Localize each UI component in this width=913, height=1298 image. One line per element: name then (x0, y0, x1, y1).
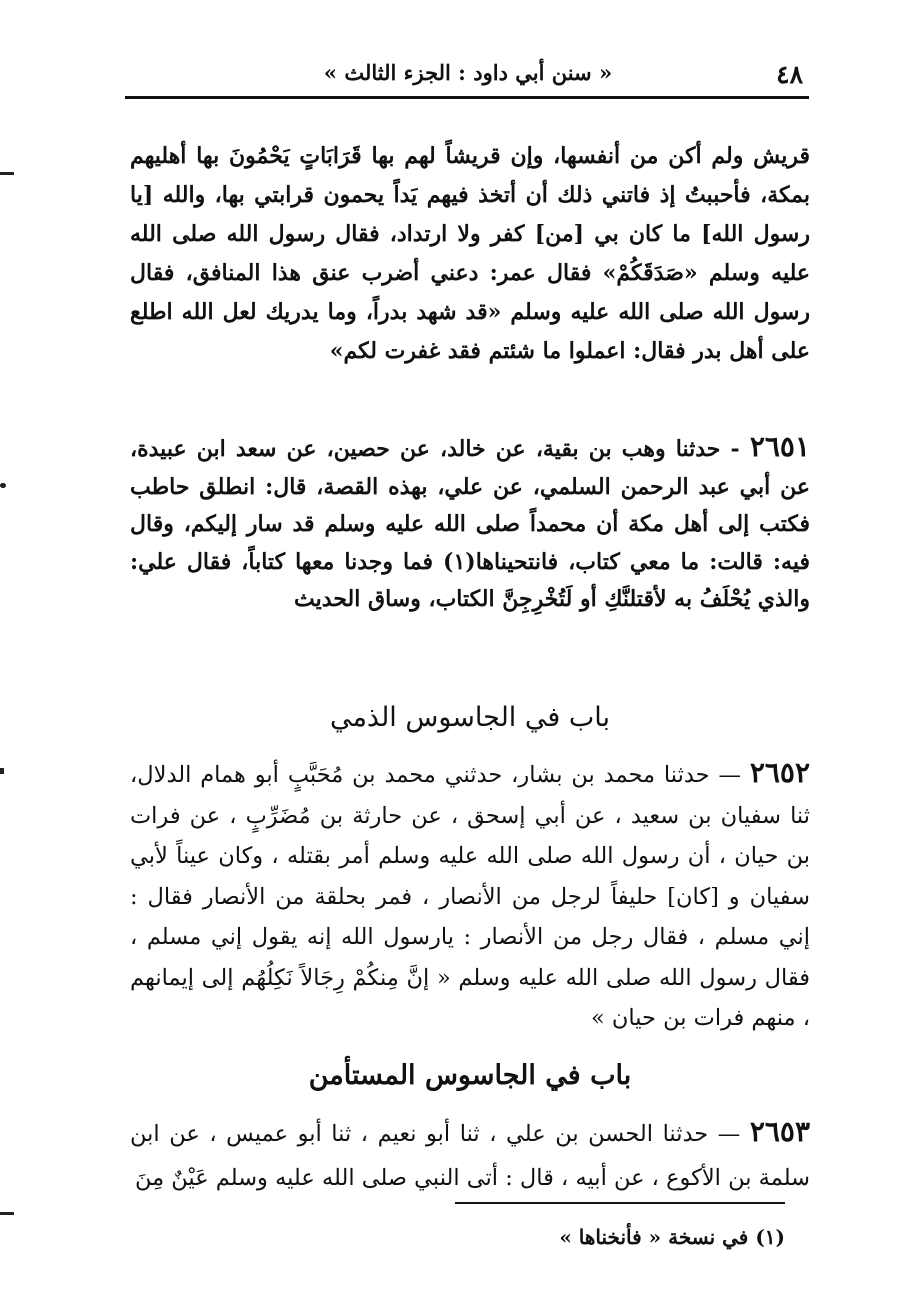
page-number: ٤٨ (776, 60, 803, 89)
hadith-number: ٢٦٥٢ (749, 756, 810, 789)
hadith-2651 (130, 428, 810, 619)
hadith-2652 (130, 753, 810, 1039)
hadith-number: ٢٦٥١ (749, 430, 810, 463)
paragraph (130, 428, 810, 619)
chapter-heading: باب في الجاسوس المستأمن (308, 1060, 632, 1091)
hadith-2653 (130, 1110, 810, 1200)
chapter-heading: باب في الجاسوس الذمي (329, 702, 611, 733)
footnote: (١) في نسخة « فأنخناها » (559, 1225, 785, 1249)
hadith-text: - حدثنا وهب بن بقية، عن خالد، عن حصين، عن سعد ابن عبيدة، عن أبي عبد الرحمن السلمي، عن علي، بهذه القصة، قال: انطلق حاطب فكتب إلى أهل مكة أن محمداً صلى الله عليه وسلم قد سار إليكم، وقال فيه: قالت: ما معي كتاب، فانتحيناها(١) فما وجدنا معها كتاباً، فقال علي: والذي يُحْلَفُ به لأقتلنَّكِ أو لَتُخْرِجِنَّ الكتاب، وساق الحديث (130, 436, 810, 612)
hadith-text: — حدثنا الحسن بن علي ، ثنا أبو نعيم ، ثنا أبو عميس ، عن ابن سلمة بن الأكوع ، عن أبيه ، قال : أتى النبي صلى الله عليه وسلم عَيْنٌ مِنَ (130, 1121, 810, 1191)
scan-margin-mark (0, 1212, 14, 1215)
header-rule (125, 96, 809, 99)
scan-margin-mark (0, 483, 6, 488)
running-title: « سنن أبي داود : الجزء الثالث » (323, 60, 613, 85)
page-header (128, 58, 808, 94)
paragraph: قريش ولم أكن من أنفسها، وإن قريشاً لهم بها قَرَابَاتٍ يَحْمُونَ بها أهليهم بمكة، فأحببتُ إذ فاتني ذلك أن أتخذ فيهم يَداً يحمون قرابتي بها، والله [يا رسول الله] ما كان بي [من] كفر ولا ارتداد، فقال رسول الله صلى الله عليه وسلم «صَدَقَكُمْ» فقال عمر: دعني أضرب عنق هذا المنافق، فقال رسول الله صلى الله عليه وسلم «قد شهد بدراً، وما يدريك لعل الله اطلع على أهل بدر فقال: اعملوا ما شئتم فقد غفرت لكم» (130, 143, 810, 364)
scan-margin-mark (0, 768, 4, 774)
hadith-text: — حدثنا محمد بن بشار، حدثني محمد بن مُحَبَّبٍ أبو همام الدلال، ثنا سفيان بن سعيد ، عن أبي إسحق ، عن حارثة بن مُضَرِّبٍ ، عن فرات بن حيان ، أن رسول الله صلى الله عليه وسلم أمر بقتله ، وكان عيناً لأبي سفيان و [كان] حليفاً لرجل من الأنصار ، فمر بحلقة من الأنصار فقال : إني مسلم ، فقال رجل من الأنصار : يارسول الله إنه يقول إني مسلم ، فقال رسول الله صلى الله عليه وسلم « إنَّ مِنكُمْ رِجَالاً نَكِلُهُم إلى إيمانهم ، منهم فرات بن حيان » (130, 762, 810, 1031)
scan-margin-mark (0, 172, 14, 175)
continued-hadith-text (130, 137, 810, 371)
footnote-rule (455, 1202, 785, 1204)
paragraph (130, 753, 810, 1039)
paragraph (130, 1110, 810, 1200)
hadith-number: ٢٦٥٣ (749, 1115, 810, 1148)
